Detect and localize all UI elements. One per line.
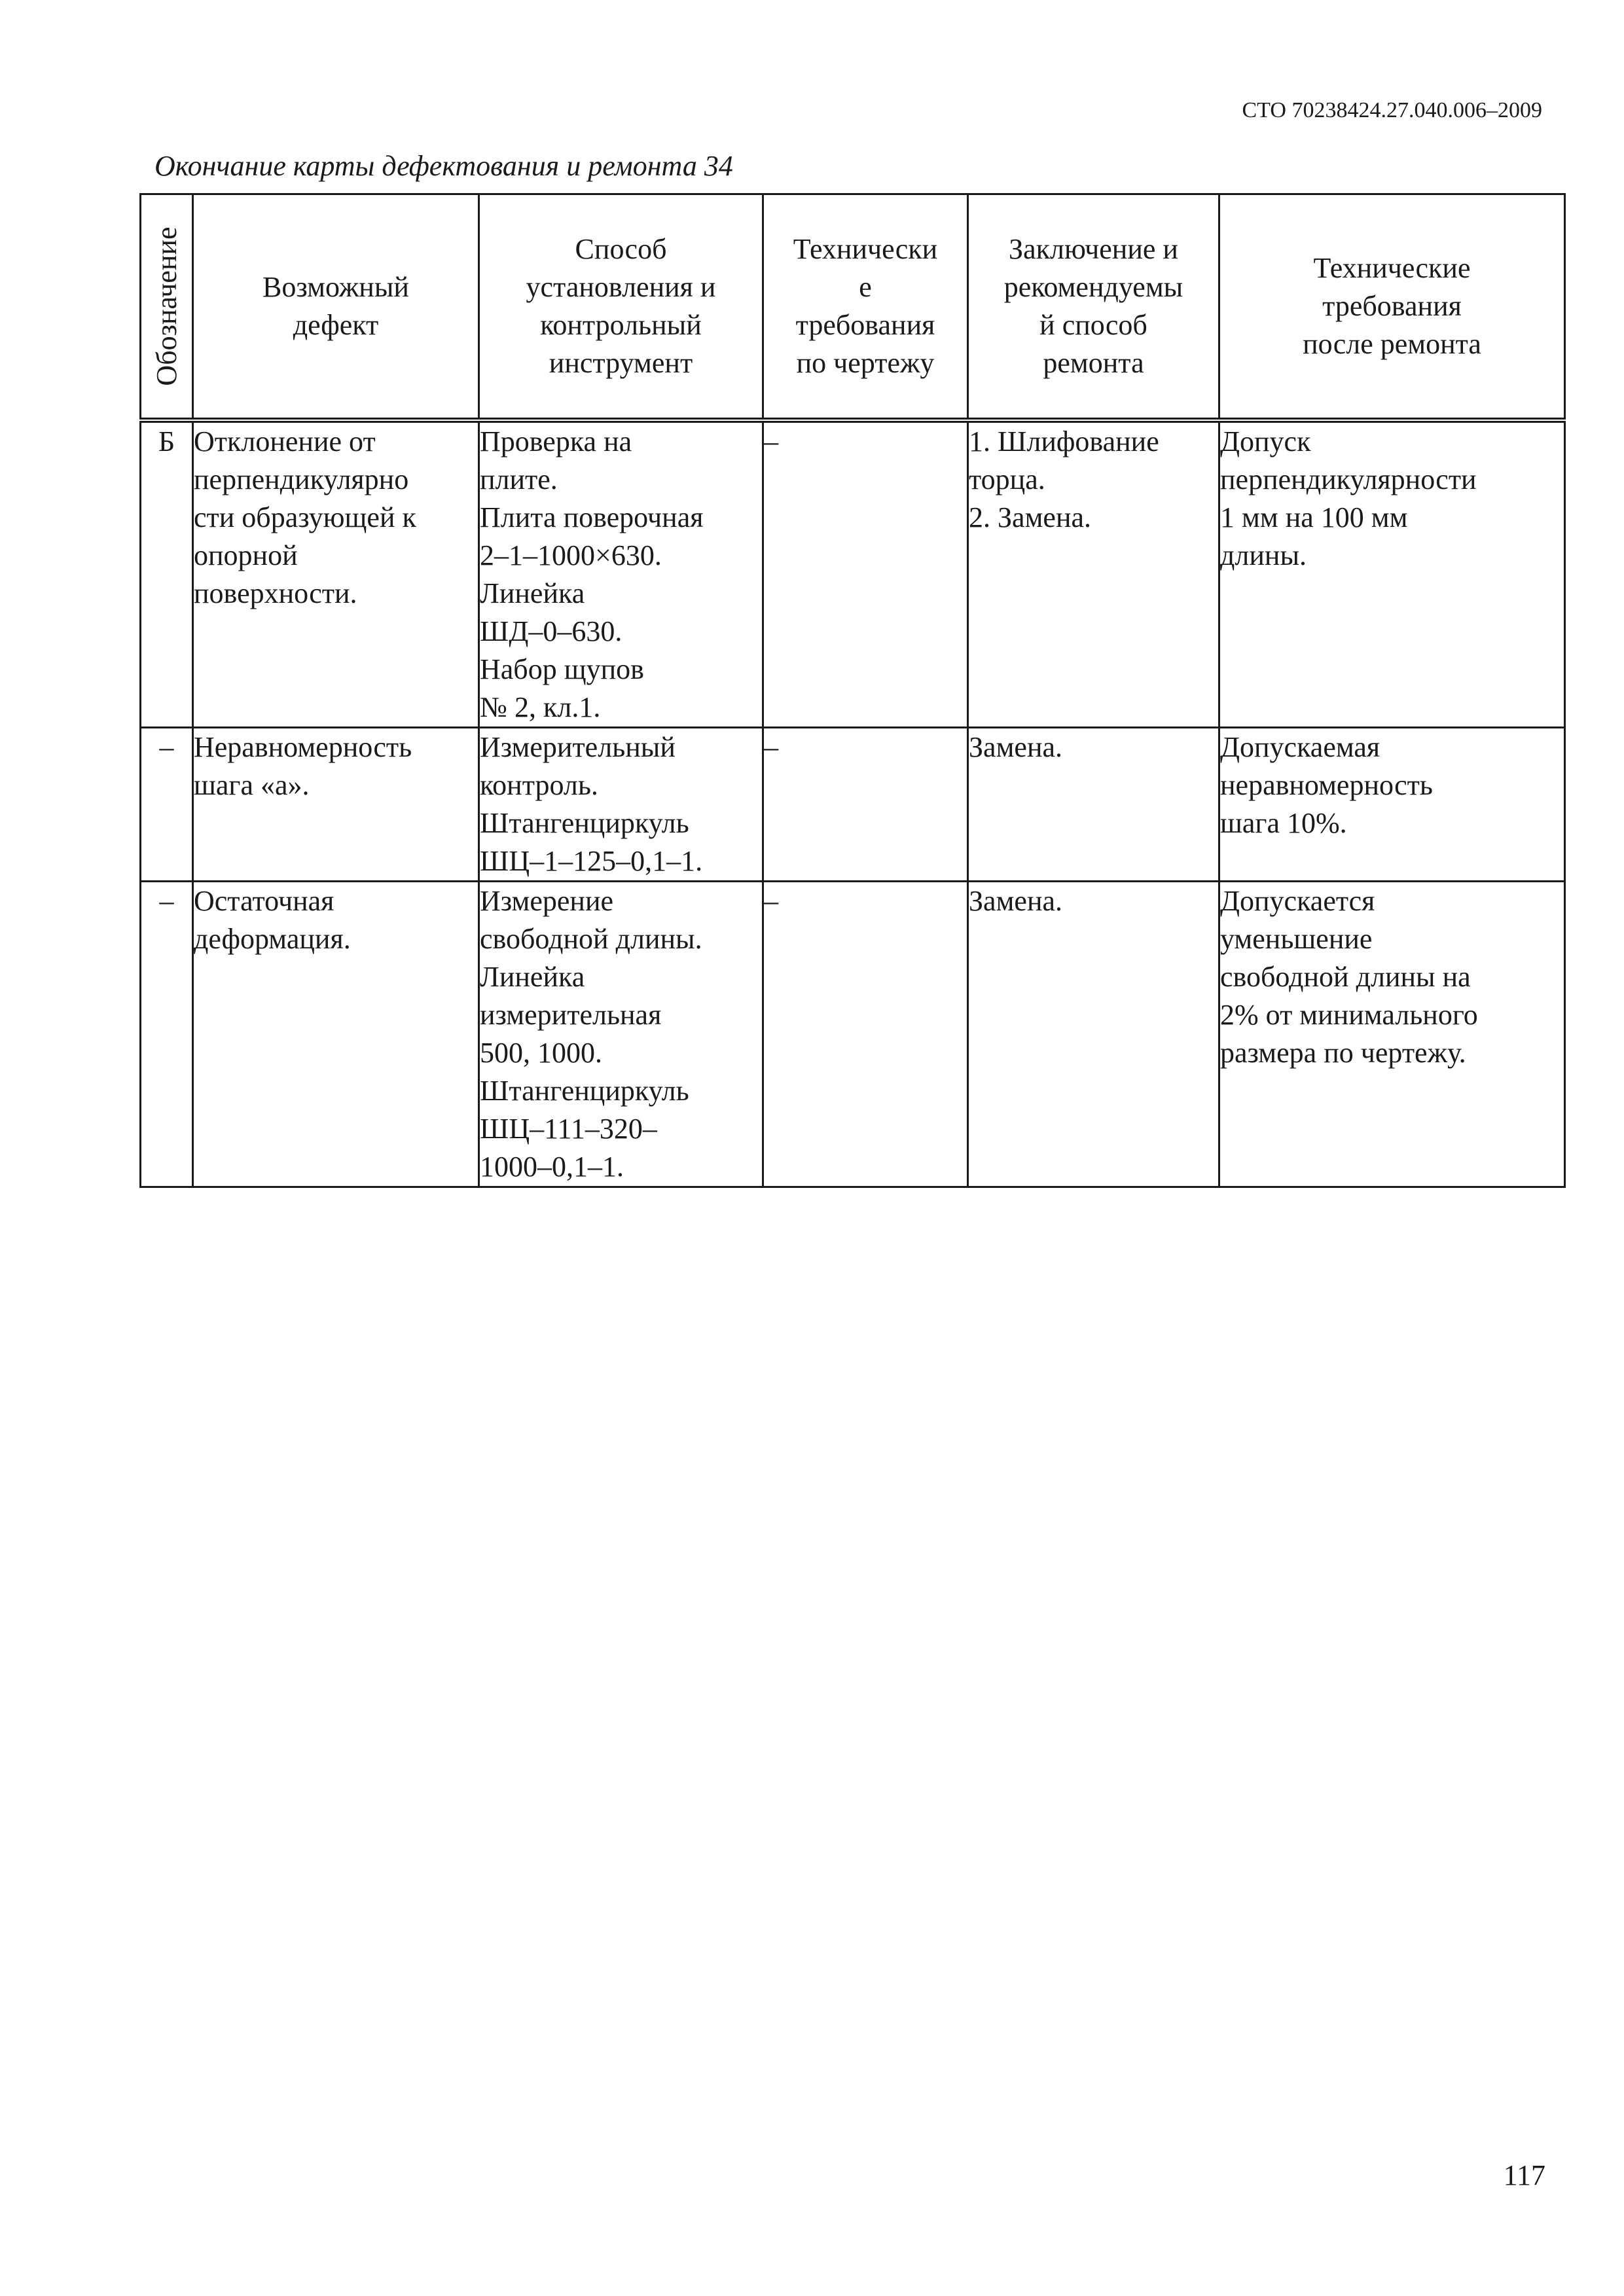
table-row: [141, 728, 1565, 882]
row-conclusion: [968, 728, 1219, 882]
row-method: [479, 420, 763, 728]
header-detection-method: [479, 194, 763, 421]
header-line: Способ: [575, 233, 667, 265]
row-defect: [193, 420, 479, 728]
cell-line: уменьшение: [1220, 923, 1373, 955]
header-line: рекомендуемы: [1003, 271, 1183, 303]
cell-line: –: [764, 425, 778, 457]
row-defect: [193, 728, 479, 882]
cell-line: свободной длины на: [1220, 961, 1471, 993]
cell-line: –: [764, 885, 778, 917]
cell-line: 2. Замена.: [969, 501, 1092, 533]
cell-line: свободной длины.: [480, 923, 702, 955]
cell-line: Замена.: [969, 885, 1063, 917]
row-conclusion: [968, 882, 1219, 1187]
header-line: Заключение и: [1009, 233, 1178, 265]
header-line: инструмент: [549, 347, 693, 379]
mark-text: –: [159, 731, 174, 763]
row-mark: [141, 882, 193, 1187]
cell-line: шага «а».: [194, 769, 310, 801]
cell-line: Допускаемая: [1220, 731, 1380, 763]
cell-line: Проверка на: [480, 425, 632, 457]
cell-line: 1000–0,1–1.: [480, 1151, 624, 1183]
cell-line: –: [764, 731, 778, 763]
row-mark: [141, 420, 193, 728]
cell-line: Измерение: [480, 885, 614, 917]
document-code: СТО 70238424.27.040.006–2009: [1242, 98, 1542, 122]
cell-line: контроль.: [480, 769, 598, 801]
row-drawing-requirements: [763, 882, 968, 1187]
row-drawing-requirements: [763, 420, 968, 728]
header-line: ремонта: [1043, 347, 1144, 379]
cell-line: 1 мм на 100 мм: [1220, 501, 1408, 533]
cell-line: поверхности.: [194, 577, 357, 609]
header-possible-defect: [193, 194, 479, 421]
header-drawing-requirements: [763, 194, 968, 421]
row-defect: [193, 882, 479, 1187]
row-method: [479, 728, 763, 882]
cell-line: опорной: [194, 539, 298, 571]
header-line: Технические: [1313, 252, 1471, 284]
cell-line: 2% от минимального: [1220, 999, 1478, 1031]
header-designation-label: Обозначение: [150, 226, 183, 386]
cell-line: деформация.: [194, 923, 351, 955]
table-header-row: [141, 194, 1565, 421]
table-row: [141, 882, 1565, 1187]
row-after-repair: [1219, 420, 1565, 728]
cell-line: Штангенциркуль: [480, 807, 689, 839]
cell-line: Линейка: [480, 961, 585, 993]
cell-line: Плита поверочная: [480, 501, 704, 533]
header-line: установления и: [526, 271, 716, 303]
page-number: 117: [1503, 2159, 1545, 2191]
header-line: после ремонта: [1303, 328, 1481, 360]
header-line: по чертежу: [796, 347, 935, 379]
mark-text: –: [159, 885, 174, 917]
cell-line: размера по чертежу.: [1220, 1037, 1466, 1069]
header-line: е: [859, 271, 872, 303]
header-conclusion: [968, 194, 1219, 421]
cell-line: ШЦ–111–320–: [480, 1113, 657, 1145]
cell-line: Допуск: [1220, 425, 1311, 457]
table-caption: Окончание карты дефектования и ремонта 34: [154, 150, 733, 182]
cell-line: ШД–0–630.: [480, 615, 623, 647]
cell-line: измерительная: [480, 999, 662, 1031]
cell-line: 2–1–1000×630.: [480, 539, 662, 571]
cell-line: длины.: [1220, 539, 1307, 571]
row-method: [479, 882, 763, 1187]
header-line: Технически: [793, 233, 938, 265]
cell-line: Замена.: [969, 731, 1063, 763]
cell-line: шага 10%.: [1220, 807, 1347, 839]
defect-repair-table: [139, 193, 1566, 1188]
header-line: требования: [795, 309, 935, 341]
cell-line: плите.: [480, 463, 558, 495]
cell-line: Отклонение от: [194, 425, 376, 457]
row-drawing-requirements: [763, 728, 968, 882]
header-line: дефект: [293, 309, 379, 341]
cell-line: неравномерность: [1220, 769, 1433, 801]
cell-line: Допускается: [1220, 885, 1375, 917]
cell-line: 500, 1000.: [480, 1037, 602, 1069]
cell-line: Штангенциркуль: [480, 1075, 689, 1107]
cell-line: перпендикулярности: [1220, 463, 1477, 495]
table-row: [141, 420, 1565, 728]
header-line: требования: [1322, 290, 1462, 322]
cell-line: Линейка: [480, 577, 585, 609]
cell-line: ШЦ–1–125–0,1–1.: [480, 845, 703, 877]
cell-line: перпендикулярно: [194, 463, 409, 495]
row-after-repair: [1219, 882, 1565, 1187]
mark-text: Б: [158, 425, 175, 457]
header-designation: [141, 194, 193, 421]
cell-line: торца.: [969, 463, 1045, 495]
header-line: Возможный: [262, 271, 409, 303]
cell-line: сти образующей к: [194, 501, 416, 533]
row-mark: [141, 728, 193, 882]
cell-line: Набор щупов: [480, 653, 644, 685]
header-after-repair: [1219, 194, 1565, 421]
row-after-repair: [1219, 728, 1565, 882]
cell-line: Остаточная: [194, 885, 334, 917]
cell-line: № 2, кл.1.: [480, 691, 601, 723]
cell-line: 1. Шлифование: [969, 425, 1159, 457]
row-conclusion: [968, 420, 1219, 728]
cell-line: Измерительный: [480, 731, 676, 763]
cell-line: Неравномерность: [194, 731, 412, 763]
header-line: й способ: [1039, 309, 1147, 341]
header-line: контрольный: [540, 309, 702, 341]
